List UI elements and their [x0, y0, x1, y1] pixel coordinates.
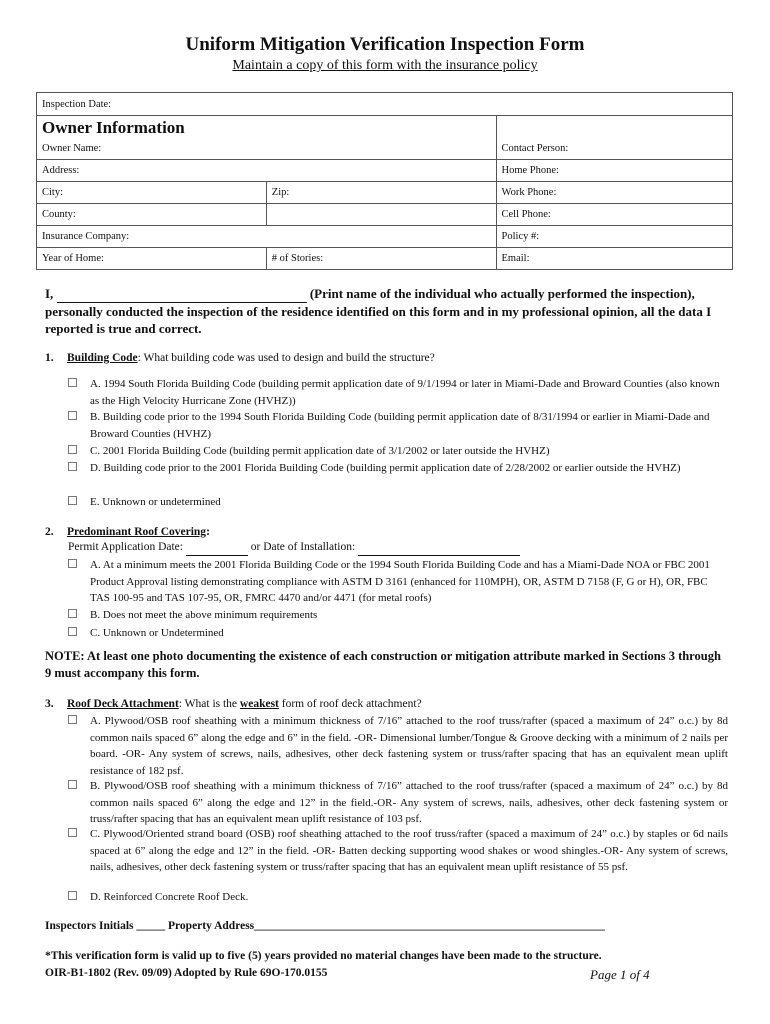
- work-phone-field[interactable]: Work Phone:: [496, 182, 732, 204]
- checkbox[interactable]: [68, 627, 77, 636]
- contact-person-field[interactable]: Contact Person:: [496, 138, 732, 160]
- year-of-home-field[interactable]: Year of Home:: [37, 248, 267, 270]
- owner-info-table: [36, 92, 733, 270]
- section-2-heading: 2. Predominant Roof Covering:: [45, 526, 210, 538]
- validity-note: *This verification form is valid up to five (5) years provided no material changes have been made to the structure.: [45, 950, 602, 962]
- roof-covering-option-a[interactable]: A. At a minimum meets the 2001 Florida Building Code or the 1994 South Florida Building Code and has a Miami-Dade NOA or FBC 2001 Product Approval listing demonstrating compliance with ASTM D 3161 (enhanced for 110MPH), OR, ASTM D 7158 (F, G or H), OR, FBC TAS 100-95 and TAS 107-95, OR, FMRC 4470 and/or 4471 (for metal roofs): [68, 557, 728, 607]
- deck-attachment-option-d[interactable]: D. Reinforced Concrete Roof Deck.: [68, 889, 728, 906]
- zip-field[interactable]: Zip:: [266, 182, 496, 204]
- checkbox[interactable]: [68, 378, 77, 387]
- permit-date-blank[interactable]: [186, 540, 248, 556]
- email-field[interactable]: Email:: [496, 248, 732, 270]
- install-date-blank[interactable]: [358, 540, 520, 556]
- section-1-title: Building Code: [67, 352, 138, 364]
- photo-note: NOTE: At least one photo documenting the existence of each construction or mitigation attribute marked in Sections 3 through 9 must accompany this form.: [45, 649, 721, 680]
- roof-covering-dates: Permit Application Date: or Date of Installation:: [68, 540, 520, 556]
- section-1-heading: 1. Building Code: What building code was used to design and build the structure?: [45, 352, 435, 364]
- building-code-option-e[interactable]: E. Unknown or undetermined: [68, 494, 728, 511]
- building-code-option-b[interactable]: B. Building code prior to the 1994 South Florida Building Code (building permit application date of 8/31/1994 or earlier in Miami-Dade and Broward Counties (HVHZ): [68, 409, 728, 442]
- checkbox[interactable]: [68, 445, 77, 454]
- form-id: OIR-B1-1802 (Rev. 09/09) Adopted by Rule 69O-170.0155: [45, 967, 328, 979]
- building-code-option-c[interactable]: C. 2001 Florida Building Code (building permit application date of 3/1/2002 or later outside the HVHZ): [68, 443, 728, 460]
- roof-covering-option-b[interactable]: B. Does not meet the above minimum requirements: [68, 607, 728, 624]
- checkbox[interactable]: [68, 462, 77, 471]
- page-number: Page 1 of 4: [590, 967, 650, 982]
- inspection-date-field[interactable]: Inspection Date:: [37, 93, 733, 116]
- owner-info-heading: Owner Information: [42, 118, 185, 137]
- form-subtitle: Maintain a copy of this form with the insurance policy: [232, 58, 538, 73]
- deck-attachment-option-c[interactable]: C. Plywood/Oriented strand board (OSB) roof sheathing attached to the roof truss/rafter (spaced a maximum of 24” o.c.) by staples or 6d nails spaced at 6” along the edge and 12” in the field. -OR- Batten decking supporting wood shakes or wood shingles.-OR- Any system of screws, nails, adhesives, other deck fastening system or truss/rafter spacing that has an equivalent mean uplift resistance of 55 psf.: [68, 826, 728, 876]
- checkbox[interactable]: [68, 780, 77, 789]
- roof-covering-option-c[interactable]: C. Unknown or Undetermined: [68, 625, 728, 642]
- address-field[interactable]: Address:: [37, 160, 497, 182]
- inspector-initials-line: Inspectors Initials _____ Property Address_____________________________________________________________: [45, 920, 605, 932]
- section-3-heading: 3. Roof Deck Attachment: What is the weakest form of roof deck attachment?: [45, 698, 422, 710]
- home-phone-field[interactable]: Home Phone:: [496, 160, 732, 182]
- inspector-certification: I, (Print name of the individual who actually performed the inspection), personally conducted the inspection of the residence identified on this form and in my professional opinion, all the data I reported is true and correct.: [45, 286, 712, 336]
- stories-field[interactable]: # of Stories:: [266, 248, 496, 270]
- inspector-name-blank[interactable]: [57, 285, 307, 303]
- county-extra-field[interactable]: [266, 204, 496, 226]
- building-code-option-a[interactable]: A. 1994 South Florida Building Code (building permit application date of 9/1/1994 or later in Miami-Dade and Broward Counties (also known as the High Velocity Hurricane Zone (HVHZ)): [68, 376, 728, 409]
- checkbox[interactable]: [68, 411, 77, 420]
- cell-phone-field[interactable]: Cell Phone:: [496, 204, 732, 226]
- insurance-company-field[interactable]: Insurance Company:: [37, 226, 497, 248]
- checkbox[interactable]: [68, 715, 77, 724]
- checkbox[interactable]: [68, 828, 77, 837]
- owner-name-field[interactable]: Owner Name:: [37, 138, 497, 160]
- deck-attachment-option-a[interactable]: A. Plywood/OSB roof sheathing with a minimum thickness of 7/16” attached to the roof truss/rafter (spaced a maximum of 24” o.c.) by 8d common nails spaced 6” along the edge and 6” in the field. -OR- Dimensional lumber/Tongue & Groove decking with a minimum of 2 nails per board. -OR- Any system of screws, nails, adhesives, other deck fastening system or truss/rafter spacing that has an equivalent mean uplift resistance of 182 psf.: [68, 713, 728, 779]
- checkbox[interactable]: [68, 891, 77, 900]
- owner-info-heading-cell: [37, 116, 497, 139]
- county-field[interactable]: County:: [37, 204, 267, 226]
- section-3-title: Roof Deck Attachment: [67, 698, 179, 710]
- city-field[interactable]: City:: [37, 182, 267, 204]
- form-title: Uniform Mitigation Verification Inspection Form: [185, 34, 585, 55]
- policy-number-field[interactable]: Policy #:: [496, 226, 732, 248]
- checkbox[interactable]: [68, 559, 77, 568]
- section-2-title: Predominant Roof Covering: [67, 526, 207, 538]
- building-code-option-d[interactable]: D. Building code prior to the 2001 Florida Building Code (building permit application date of 2/28/2002 or earlier outside the HVHZ): [68, 460, 728, 477]
- checkbox[interactable]: [68, 496, 77, 505]
- checkbox[interactable]: [68, 609, 77, 618]
- deck-attachment-option-b[interactable]: B. Plywood/OSB roof sheathing with a minimum thickness of 7/16” attached to the roof truss/rafter (spaced a maximum of 24” o.c.) by 8d common nails spaced 6” along the edge and 12” in the field.-OR- Any system of screws, nails, adhesives, other deck fastening system or truss/rafter spacing that has an equivalent mean uplift resistance of 103 psf.: [68, 778, 728, 828]
